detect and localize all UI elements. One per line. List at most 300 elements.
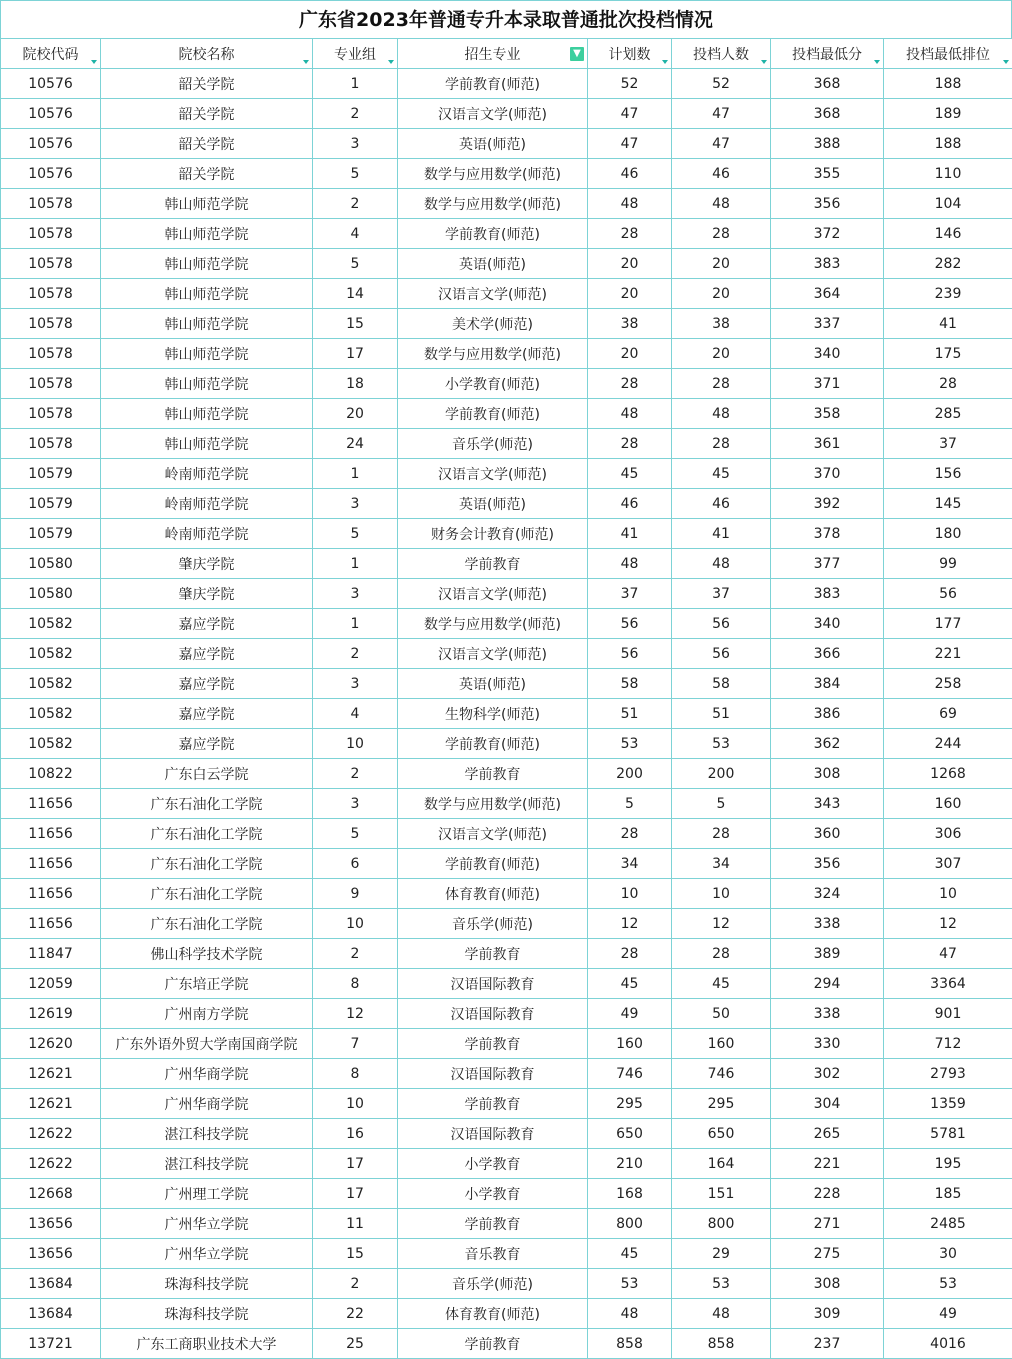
admitted-count-cell[interactable]: 47 xyxy=(672,99,771,129)
school-name-cell[interactable]: 韩山师范学院 xyxy=(101,429,313,459)
major-cell[interactable]: 学前教育 xyxy=(398,549,588,579)
plan-count-cell[interactable]: 20 xyxy=(588,249,672,279)
plan-count-cell[interactable]: 28 xyxy=(588,939,672,969)
min-score-cell[interactable]: 368 xyxy=(771,69,884,99)
school-name-cell[interactable]: 韩山师范学院 xyxy=(101,339,313,369)
school-name-cell[interactable]: 珠海科技学院 xyxy=(101,1269,313,1299)
major-cell[interactable]: 汉语国际教育 xyxy=(398,999,588,1029)
group-cell[interactable]: 15 xyxy=(313,309,398,339)
min-score-cell[interactable]: 338 xyxy=(771,999,884,1029)
min-score-cell[interactable]: 302 xyxy=(771,1059,884,1089)
school-code-cell[interactable]: 12059 xyxy=(1,969,101,999)
min-rank-cell[interactable]: 258 xyxy=(884,669,1012,699)
school-code-cell[interactable]: 10576 xyxy=(1,99,101,129)
min-score-cell[interactable]: 358 xyxy=(771,399,884,429)
min-score-cell[interactable]: 304 xyxy=(771,1089,884,1119)
plan-count-cell[interactable]: 10 xyxy=(588,879,672,909)
school-name-cell[interactable]: 广州华立学院 xyxy=(101,1209,313,1239)
school-name-cell[interactable]: 佛山科学技术学院 xyxy=(101,939,313,969)
min-rank-cell[interactable]: 1268 xyxy=(884,759,1012,789)
plan-count-cell[interactable]: 28 xyxy=(588,429,672,459)
major-cell[interactable]: 英语(师范) xyxy=(398,669,588,699)
school-name-cell[interactable]: 广东培正学院 xyxy=(101,969,313,999)
min-rank-cell[interactable]: 712 xyxy=(884,1029,1012,1059)
school-code-cell[interactable]: 10580 xyxy=(1,579,101,609)
group-cell[interactable]: 10 xyxy=(313,1089,398,1119)
admitted-count-cell[interactable]: 41 xyxy=(672,519,771,549)
plan-count-cell[interactable]: 56 xyxy=(588,609,672,639)
major-cell[interactable]: 英语(师范) xyxy=(398,129,588,159)
plan-count-cell[interactable]: 746 xyxy=(588,1059,672,1089)
group-cell[interactable]: 15 xyxy=(313,1239,398,1269)
group-cell[interactable]: 5 xyxy=(313,159,398,189)
min-rank-cell[interactable]: 56 xyxy=(884,579,1012,609)
min-rank-cell[interactable]: 285 xyxy=(884,399,1012,429)
major-cell[interactable]: 数学与应用数学(师范) xyxy=(398,609,588,639)
school-code-cell[interactable]: 10578 xyxy=(1,219,101,249)
major-cell[interactable]: 英语(师范) xyxy=(398,489,588,519)
min-score-cell[interactable]: 378 xyxy=(771,519,884,549)
column-header-admitted[interactable]: 投档人数 xyxy=(672,39,771,69)
major-cell[interactable]: 学前教育 xyxy=(398,1209,588,1239)
major-cell[interactable]: 美术学(师范) xyxy=(398,309,588,339)
school-code-cell[interactable]: 10578 xyxy=(1,369,101,399)
min-rank-cell[interactable]: 180 xyxy=(884,519,1012,549)
major-cell[interactable]: 学前教育(师范) xyxy=(398,849,588,879)
group-cell[interactable]: 1 xyxy=(313,609,398,639)
school-code-cell[interactable]: 10582 xyxy=(1,609,101,639)
school-name-cell[interactable]: 广东白云学院 xyxy=(101,759,313,789)
min-score-cell[interactable]: 370 xyxy=(771,459,884,489)
school-code-cell[interactable]: 10579 xyxy=(1,459,101,489)
major-cell[interactable]: 音乐学(师范) xyxy=(398,1269,588,1299)
min-rank-cell[interactable]: 41 xyxy=(884,309,1012,339)
admitted-count-cell[interactable]: 58 xyxy=(672,669,771,699)
school-name-cell[interactable]: 湛江科技学院 xyxy=(101,1119,313,1149)
min-rank-cell[interactable]: 10 xyxy=(884,879,1012,909)
school-name-cell[interactable]: 嘉应学院 xyxy=(101,639,313,669)
school-name-cell[interactable]: 韶关学院 xyxy=(101,69,313,99)
school-code-cell[interactable]: 10822 xyxy=(1,759,101,789)
filter-funnel-icon[interactable]: ▼ xyxy=(570,47,584,61)
plan-count-cell[interactable]: 858 xyxy=(588,1329,672,1359)
dropdown-arrow-icon[interactable] xyxy=(303,60,309,64)
group-cell[interactable]: 5 xyxy=(313,519,398,549)
school-name-cell[interactable]: 韶关学院 xyxy=(101,129,313,159)
plan-count-cell[interactable]: 20 xyxy=(588,339,672,369)
min-rank-cell[interactable]: 47 xyxy=(884,939,1012,969)
school-code-cell[interactable]: 10578 xyxy=(1,339,101,369)
dropdown-arrow-icon[interactable] xyxy=(91,60,97,64)
admitted-count-cell[interactable]: 48 xyxy=(672,1299,771,1329)
group-cell[interactable]: 3 xyxy=(313,129,398,159)
min-rank-cell[interactable]: 145 xyxy=(884,489,1012,519)
min-score-cell[interactable]: 337 xyxy=(771,309,884,339)
school-name-cell[interactable]: 广州理工学院 xyxy=(101,1179,313,1209)
admitted-count-cell[interactable]: 28 xyxy=(672,369,771,399)
school-code-cell[interactable]: 10582 xyxy=(1,699,101,729)
column-header-group[interactable]: 专业组 xyxy=(313,39,398,69)
min-rank-cell[interactable]: 239 xyxy=(884,279,1012,309)
group-cell[interactable]: 7 xyxy=(313,1029,398,1059)
min-rank-cell[interactable]: 146 xyxy=(884,219,1012,249)
plan-count-cell[interactable]: 200 xyxy=(588,759,672,789)
school-code-cell[interactable]: 10578 xyxy=(1,249,101,279)
plan-count-cell[interactable]: 210 xyxy=(588,1149,672,1179)
min-score-cell[interactable]: 294 xyxy=(771,969,884,999)
school-name-cell[interactable]: 韶关学院 xyxy=(101,159,313,189)
min-rank-cell[interactable]: 1359 xyxy=(884,1089,1012,1119)
school-name-cell[interactable]: 韩山师范学院 xyxy=(101,309,313,339)
plan-count-cell[interactable]: 295 xyxy=(588,1089,672,1119)
major-cell[interactable]: 数学与应用数学(师范) xyxy=(398,789,588,819)
plan-count-cell[interactable]: 48 xyxy=(588,399,672,429)
group-cell[interactable]: 24 xyxy=(313,429,398,459)
min-rank-cell[interactable]: 282 xyxy=(884,249,1012,279)
admitted-count-cell[interactable]: 5 xyxy=(672,789,771,819)
school-name-cell[interactable]: 湛江科技学院 xyxy=(101,1149,313,1179)
school-code-cell[interactable]: 11656 xyxy=(1,909,101,939)
admitted-count-cell[interactable]: 48 xyxy=(672,399,771,429)
school-code-cell[interactable]: 10578 xyxy=(1,399,101,429)
admitted-count-cell[interactable]: 800 xyxy=(672,1209,771,1239)
plan-count-cell[interactable]: 34 xyxy=(588,849,672,879)
school-code-cell[interactable]: 10579 xyxy=(1,519,101,549)
min-rank-cell[interactable]: 221 xyxy=(884,639,1012,669)
school-code-cell[interactable]: 11656 xyxy=(1,879,101,909)
plan-count-cell[interactable]: 56 xyxy=(588,639,672,669)
min-score-cell[interactable]: 340 xyxy=(771,339,884,369)
group-cell[interactable]: 9 xyxy=(313,879,398,909)
school-code-cell[interactable]: 13721 xyxy=(1,1329,101,1359)
major-cell[interactable]: 数学与应用数学(师范) xyxy=(398,189,588,219)
group-cell[interactable]: 8 xyxy=(313,1059,398,1089)
admitted-count-cell[interactable]: 160 xyxy=(672,1029,771,1059)
plan-count-cell[interactable]: 12 xyxy=(588,909,672,939)
group-cell[interactable]: 8 xyxy=(313,969,398,999)
group-cell[interactable]: 3 xyxy=(313,579,398,609)
admitted-count-cell[interactable]: 37 xyxy=(672,579,771,609)
admitted-count-cell[interactable]: 53 xyxy=(672,1269,771,1299)
admitted-count-cell[interactable]: 28 xyxy=(672,219,771,249)
admitted-count-cell[interactable]: 28 xyxy=(672,819,771,849)
major-cell[interactable]: 数学与应用数学(师范) xyxy=(398,159,588,189)
min-score-cell[interactable]: 368 xyxy=(771,99,884,129)
min-rank-cell[interactable]: 12 xyxy=(884,909,1012,939)
school-name-cell[interactable]: 韩山师范学院 xyxy=(101,189,313,219)
admitted-count-cell[interactable]: 52 xyxy=(672,69,771,99)
major-cell[interactable]: 音乐教育 xyxy=(398,1239,588,1269)
plan-count-cell[interactable]: 53 xyxy=(588,1269,672,1299)
major-cell[interactable]: 生物科学(师范) xyxy=(398,699,588,729)
school-code-cell[interactable]: 11656 xyxy=(1,819,101,849)
min-score-cell[interactable]: 356 xyxy=(771,849,884,879)
min-score-cell[interactable]: 265 xyxy=(771,1119,884,1149)
major-cell[interactable]: 汉语国际教育 xyxy=(398,1119,588,1149)
admitted-count-cell[interactable]: 34 xyxy=(672,849,771,879)
school-name-cell[interactable]: 广东外语外贸大学南国商学院 xyxy=(101,1029,313,1059)
min-score-cell[interactable]: 343 xyxy=(771,789,884,819)
major-cell[interactable]: 小学教育 xyxy=(398,1179,588,1209)
plan-count-cell[interactable]: 800 xyxy=(588,1209,672,1239)
major-cell[interactable]: 学前教育(师范) xyxy=(398,69,588,99)
group-cell[interactable]: 2 xyxy=(313,939,398,969)
school-code-cell[interactable]: 12621 xyxy=(1,1059,101,1089)
plan-count-cell[interactable]: 45 xyxy=(588,1239,672,1269)
min-rank-cell[interactable]: 306 xyxy=(884,819,1012,849)
school-name-cell[interactable]: 广东工商职业技术大学 xyxy=(101,1329,313,1359)
school-name-cell[interactable]: 韩山师范学院 xyxy=(101,399,313,429)
school-code-cell[interactable]: 10576 xyxy=(1,129,101,159)
min-score-cell[interactable]: 372 xyxy=(771,219,884,249)
min-score-cell[interactable]: 338 xyxy=(771,909,884,939)
plan-count-cell[interactable]: 160 xyxy=(588,1029,672,1059)
min-score-cell[interactable]: 330 xyxy=(771,1029,884,1059)
group-cell[interactable]: 20 xyxy=(313,399,398,429)
group-cell[interactable]: 6 xyxy=(313,849,398,879)
major-cell[interactable]: 体育教育(师范) xyxy=(398,879,588,909)
school-name-cell[interactable]: 广州华商学院 xyxy=(101,1089,313,1119)
admitted-count-cell[interactable]: 151 xyxy=(672,1179,771,1209)
min-rank-cell[interactable]: 185 xyxy=(884,1179,1012,1209)
min-rank-cell[interactable]: 177 xyxy=(884,609,1012,639)
min-rank-cell[interactable]: 49 xyxy=(884,1299,1012,1329)
min-rank-cell[interactable]: 307 xyxy=(884,849,1012,879)
school-code-cell[interactable]: 12622 xyxy=(1,1149,101,1179)
plan-count-cell[interactable]: 48 xyxy=(588,1299,672,1329)
plan-count-cell[interactable]: 48 xyxy=(588,189,672,219)
major-cell[interactable]: 财务会计教育(师范) xyxy=(398,519,588,549)
major-cell[interactable]: 学前教育(师范) xyxy=(398,399,588,429)
min-rank-cell[interactable]: 188 xyxy=(884,129,1012,159)
major-cell[interactable]: 学前教育 xyxy=(398,759,588,789)
school-code-cell[interactable]: 11847 xyxy=(1,939,101,969)
major-cell[interactable]: 学前教育 xyxy=(398,1089,588,1119)
min-rank-cell[interactable]: 188 xyxy=(884,69,1012,99)
min-rank-cell[interactable]: 2485 xyxy=(884,1209,1012,1239)
school-name-cell[interactable]: 韩山师范学院 xyxy=(101,219,313,249)
group-cell[interactable]: 14 xyxy=(313,279,398,309)
group-cell[interactable]: 22 xyxy=(313,1299,398,1329)
school-name-cell[interactable]: 广东石油化工学院 xyxy=(101,879,313,909)
min-rank-cell[interactable]: 69 xyxy=(884,699,1012,729)
major-cell[interactable]: 汉语言文学(师范) xyxy=(398,99,588,129)
admitted-count-cell[interactable]: 38 xyxy=(672,309,771,339)
min-rank-cell[interactable]: 37 xyxy=(884,429,1012,459)
admitted-count-cell[interactable]: 48 xyxy=(672,189,771,219)
min-score-cell[interactable]: 228 xyxy=(771,1179,884,1209)
major-cell[interactable]: 学前教育(师范) xyxy=(398,729,588,759)
min-score-cell[interactable]: 275 xyxy=(771,1239,884,1269)
admitted-count-cell[interactable]: 200 xyxy=(672,759,771,789)
major-cell[interactable]: 汉语言文学(师范) xyxy=(398,819,588,849)
group-cell[interactable]: 2 xyxy=(313,1269,398,1299)
school-code-cell[interactable]: 10578 xyxy=(1,429,101,459)
school-code-cell[interactable]: 13656 xyxy=(1,1239,101,1269)
group-cell[interactable]: 1 xyxy=(313,69,398,99)
min-rank-cell[interactable]: 110 xyxy=(884,159,1012,189)
dropdown-arrow-icon[interactable] xyxy=(874,60,880,64)
column-header-plan[interactable]: 计划数 xyxy=(588,39,672,69)
plan-count-cell[interactable]: 53 xyxy=(588,729,672,759)
major-cell[interactable]: 学前教育 xyxy=(398,1029,588,1059)
school-code-cell[interactable]: 10582 xyxy=(1,729,101,759)
group-cell[interactable]: 10 xyxy=(313,729,398,759)
school-code-cell[interactable]: 10582 xyxy=(1,669,101,699)
group-cell[interactable]: 25 xyxy=(313,1329,398,1359)
group-cell[interactable]: 5 xyxy=(313,249,398,279)
school-name-cell[interactable]: 广东石油化工学院 xyxy=(101,909,313,939)
min-score-cell[interactable]: 366 xyxy=(771,639,884,669)
major-cell[interactable]: 音乐学(师范) xyxy=(398,429,588,459)
min-score-cell[interactable]: 388 xyxy=(771,129,884,159)
min-rank-cell[interactable]: 3364 xyxy=(884,969,1012,999)
admitted-count-cell[interactable]: 28 xyxy=(672,429,771,459)
school-code-cell[interactable]: 12622 xyxy=(1,1119,101,1149)
min-rank-cell[interactable]: 195 xyxy=(884,1149,1012,1179)
min-score-cell[interactable]: 356 xyxy=(771,189,884,219)
major-cell[interactable]: 音乐学(师范) xyxy=(398,909,588,939)
school-name-cell[interactable]: 嘉应学院 xyxy=(101,699,313,729)
major-cell[interactable]: 小学教育(师范) xyxy=(398,369,588,399)
min-score-cell[interactable]: 364 xyxy=(771,279,884,309)
school-code-cell[interactable]: 10578 xyxy=(1,309,101,339)
column-header-major[interactable]: 招生专业 ▼ xyxy=(398,39,588,69)
group-cell[interactable]: 3 xyxy=(313,489,398,519)
group-cell[interactable]: 2 xyxy=(313,99,398,129)
group-cell[interactable]: 17 xyxy=(313,1179,398,1209)
group-cell[interactable]: 1 xyxy=(313,549,398,579)
admitted-count-cell[interactable]: 295 xyxy=(672,1089,771,1119)
school-code-cell[interactable]: 11656 xyxy=(1,789,101,819)
min-score-cell[interactable]: 360 xyxy=(771,819,884,849)
admitted-count-cell[interactable]: 45 xyxy=(672,459,771,489)
group-cell[interactable]: 17 xyxy=(313,1149,398,1179)
min-score-cell[interactable]: 361 xyxy=(771,429,884,459)
min-score-cell[interactable]: 383 xyxy=(771,579,884,609)
min-score-cell[interactable]: 237 xyxy=(771,1329,884,1359)
school-code-cell[interactable]: 13684 xyxy=(1,1269,101,1299)
group-cell[interactable]: 3 xyxy=(313,789,398,819)
min-rank-cell[interactable]: 28 xyxy=(884,369,1012,399)
school-code-cell[interactable]: 13684 xyxy=(1,1299,101,1329)
admitted-count-cell[interactable]: 20 xyxy=(672,249,771,279)
min-rank-cell[interactable]: 99 xyxy=(884,549,1012,579)
school-name-cell[interactable]: 嘉应学院 xyxy=(101,609,313,639)
group-cell[interactable]: 1 xyxy=(313,459,398,489)
plan-count-cell[interactable]: 38 xyxy=(588,309,672,339)
column-header-min-rank[interactable]: 投档最低排位 xyxy=(884,39,1012,69)
min-score-cell[interactable]: 309 xyxy=(771,1299,884,1329)
school-name-cell[interactable]: 嘉应学院 xyxy=(101,669,313,699)
admitted-count-cell[interactable]: 48 xyxy=(672,549,771,579)
major-cell[interactable]: 小学教育 xyxy=(398,1149,588,1179)
min-score-cell[interactable]: 371 xyxy=(771,369,884,399)
admitted-count-cell[interactable]: 20 xyxy=(672,339,771,369)
group-cell[interactable]: 18 xyxy=(313,369,398,399)
plan-count-cell[interactable]: 52 xyxy=(588,69,672,99)
school-code-cell[interactable]: 13656 xyxy=(1,1209,101,1239)
plan-count-cell[interactable]: 20 xyxy=(588,279,672,309)
school-name-cell[interactable]: 广州南方学院 xyxy=(101,999,313,1029)
dropdown-arrow-icon[interactable] xyxy=(1003,60,1009,64)
plan-count-cell[interactable]: 28 xyxy=(588,819,672,849)
group-cell[interactable]: 11 xyxy=(313,1209,398,1239)
major-cell[interactable]: 汉语国际教育 xyxy=(398,969,588,999)
plan-count-cell[interactable]: 41 xyxy=(588,519,672,549)
min-score-cell[interactable]: 308 xyxy=(771,759,884,789)
school-code-cell[interactable]: 10576 xyxy=(1,69,101,99)
min-score-cell[interactable]: 386 xyxy=(771,699,884,729)
plan-count-cell[interactable]: 48 xyxy=(588,549,672,579)
school-code-cell[interactable]: 10582 xyxy=(1,639,101,669)
min-score-cell[interactable]: 324 xyxy=(771,879,884,909)
min-rank-cell[interactable]: 244 xyxy=(884,729,1012,759)
group-cell[interactable]: 2 xyxy=(313,189,398,219)
major-cell[interactable]: 体育教育(师范) xyxy=(398,1299,588,1329)
group-cell[interactable]: 4 xyxy=(313,219,398,249)
min-rank-cell[interactable]: 901 xyxy=(884,999,1012,1029)
group-cell[interactable]: 5 xyxy=(313,819,398,849)
school-code-cell[interactable]: 10578 xyxy=(1,189,101,219)
school-code-cell[interactable]: 10578 xyxy=(1,279,101,309)
major-cell[interactable]: 汉语言文学(师范) xyxy=(398,639,588,669)
min-score-cell[interactable]: 389 xyxy=(771,939,884,969)
school-code-cell[interactable]: 12619 xyxy=(1,999,101,1029)
major-cell[interactable]: 汉语言文学(师范) xyxy=(398,579,588,609)
min-score-cell[interactable]: 308 xyxy=(771,1269,884,1299)
group-cell[interactable]: 12 xyxy=(313,999,398,1029)
school-name-cell[interactable]: 珠海科技学院 xyxy=(101,1299,313,1329)
plan-count-cell[interactable]: 46 xyxy=(588,489,672,519)
plan-count-cell[interactable]: 46 xyxy=(588,159,672,189)
min-rank-cell[interactable]: 30 xyxy=(884,1239,1012,1269)
school-name-cell[interactable]: 广东石油化工学院 xyxy=(101,849,313,879)
school-code-cell[interactable]: 10580 xyxy=(1,549,101,579)
group-cell[interactable]: 3 xyxy=(313,669,398,699)
plan-count-cell[interactable]: 5 xyxy=(588,789,672,819)
admitted-count-cell[interactable]: 46 xyxy=(672,489,771,519)
school-name-cell[interactable]: 肇庆学院 xyxy=(101,549,313,579)
min-rank-cell[interactable]: 5781 xyxy=(884,1119,1012,1149)
plan-count-cell[interactable]: 37 xyxy=(588,579,672,609)
school-name-cell[interactable]: 广州华商学院 xyxy=(101,1059,313,1089)
major-cell[interactable]: 汉语言文学(师范) xyxy=(398,459,588,489)
min-score-cell[interactable]: 221 xyxy=(771,1149,884,1179)
school-code-cell[interactable]: 12621 xyxy=(1,1089,101,1119)
admitted-count-cell[interactable]: 53 xyxy=(672,729,771,759)
admitted-count-cell[interactable]: 56 xyxy=(672,639,771,669)
school-name-cell[interactable]: 岭南师范学院 xyxy=(101,459,313,489)
min-rank-cell[interactable]: 53 xyxy=(884,1269,1012,1299)
group-cell[interactable]: 2 xyxy=(313,639,398,669)
min-score-cell[interactable]: 392 xyxy=(771,489,884,519)
admitted-count-cell[interactable]: 50 xyxy=(672,999,771,1029)
min-score-cell[interactable]: 271 xyxy=(771,1209,884,1239)
school-code-cell[interactable]: 11656 xyxy=(1,849,101,879)
school-name-cell[interactable]: 嘉应学院 xyxy=(101,729,313,759)
min-rank-cell[interactable]: 4016 xyxy=(884,1329,1012,1359)
plan-count-cell[interactable]: 650 xyxy=(588,1119,672,1149)
school-name-cell[interactable]: 韩山师范学院 xyxy=(101,369,313,399)
school-name-cell[interactable]: 韶关学院 xyxy=(101,99,313,129)
plan-count-cell[interactable]: 45 xyxy=(588,969,672,999)
admitted-count-cell[interactable]: 12 xyxy=(672,909,771,939)
min-rank-cell[interactable]: 160 xyxy=(884,789,1012,819)
admitted-count-cell[interactable]: 28 xyxy=(672,939,771,969)
min-rank-cell[interactable]: 189 xyxy=(884,99,1012,129)
dropdown-arrow-icon[interactable] xyxy=(662,60,668,64)
